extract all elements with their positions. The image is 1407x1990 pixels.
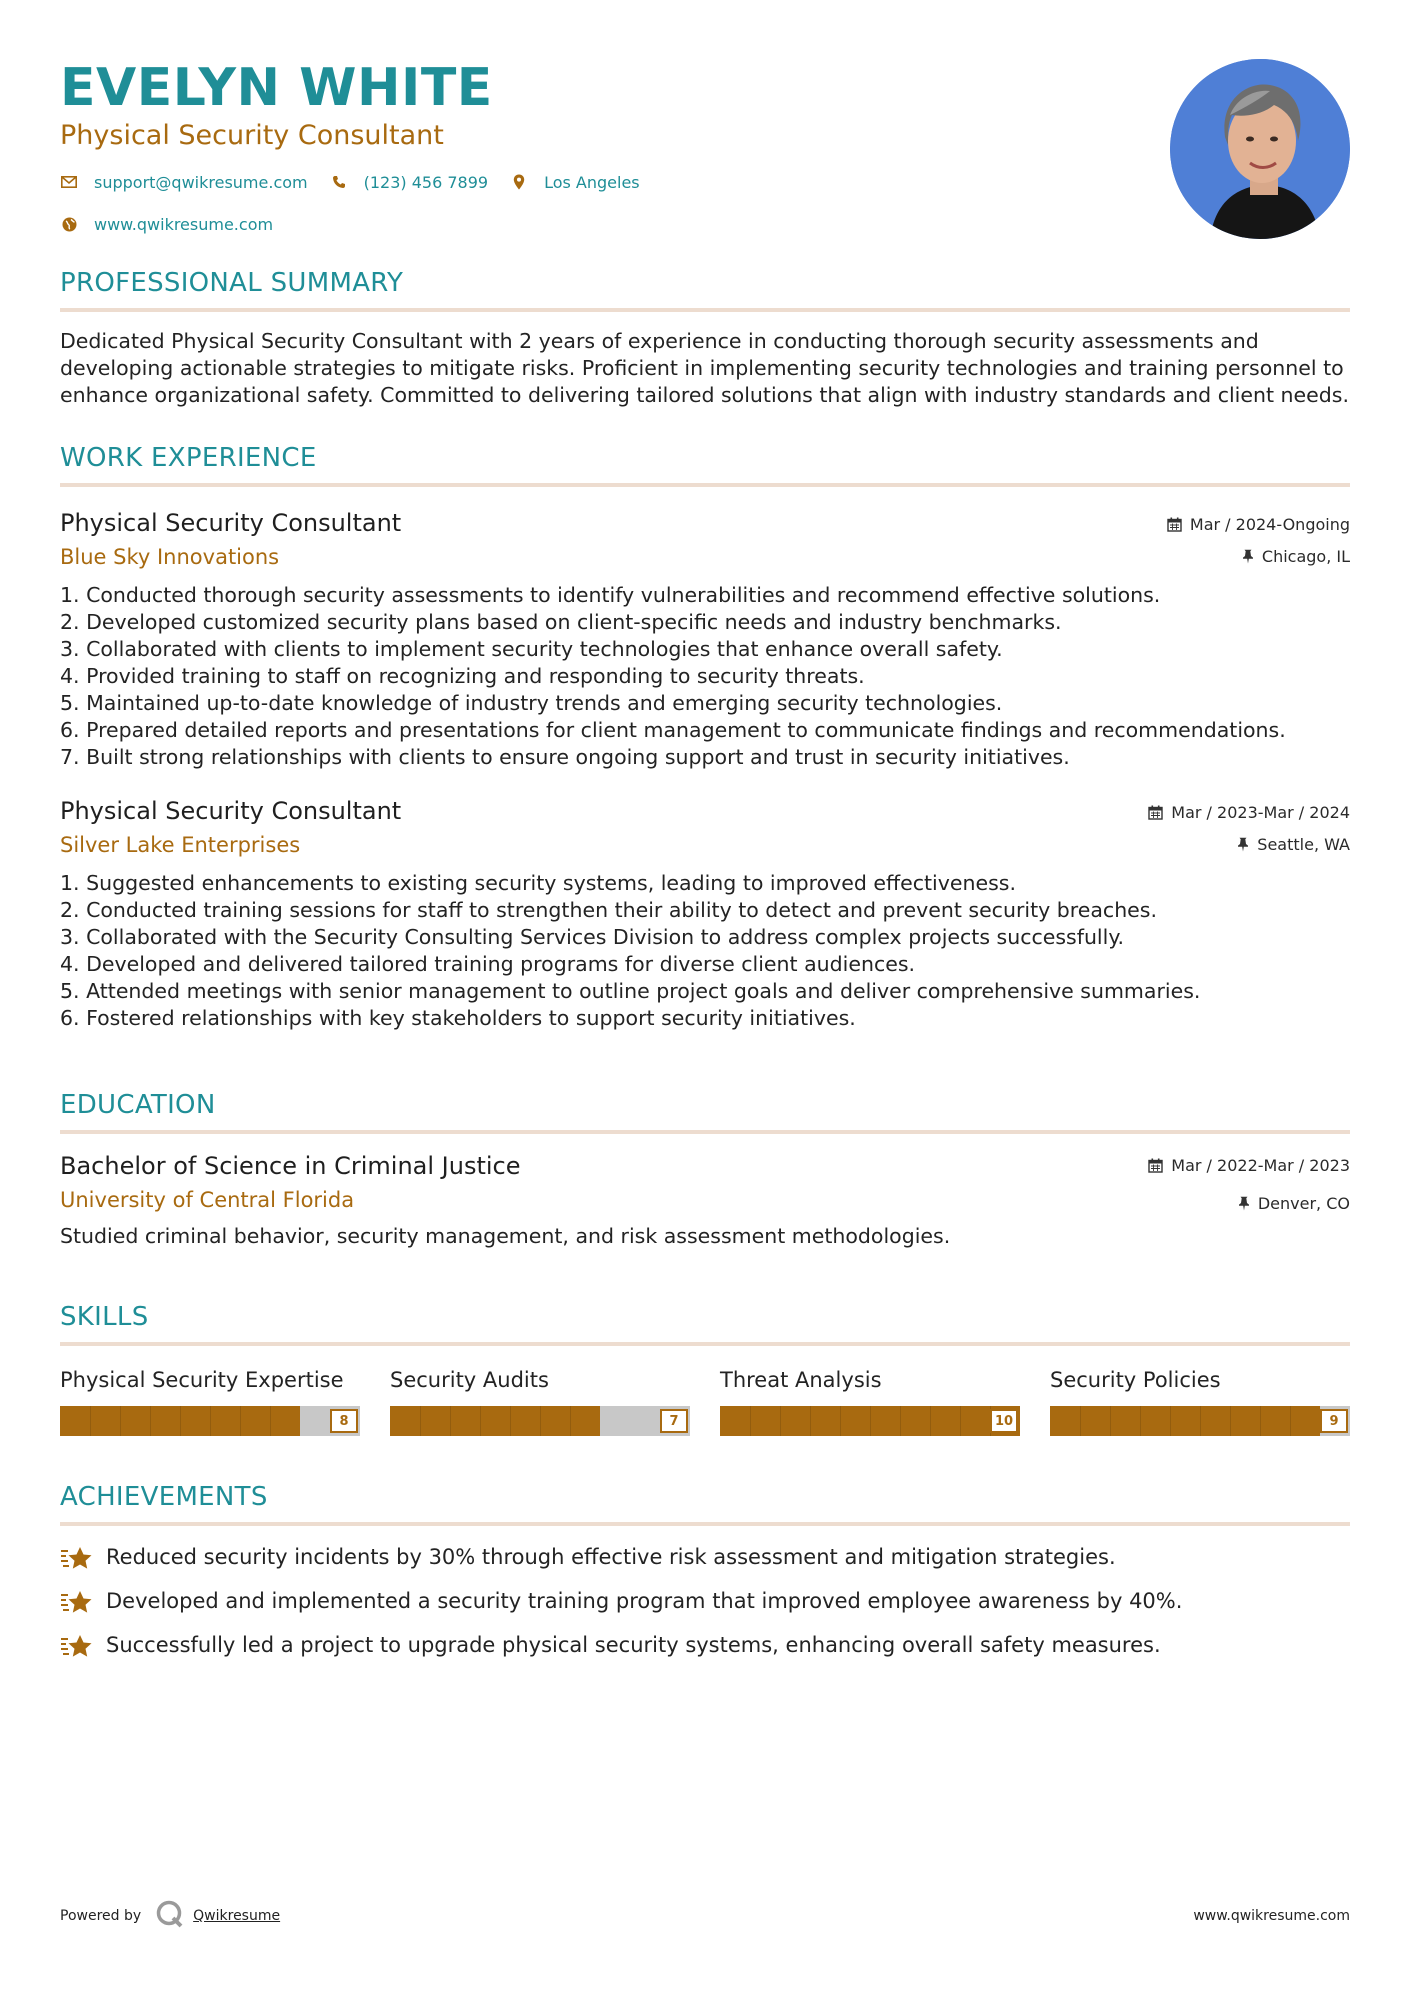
qwikresume-link[interactable]: Qwikresume xyxy=(193,1908,281,1924)
section-divider xyxy=(60,1130,1350,1134)
skill-bar xyxy=(720,1406,1020,1436)
bullet-item: 6. Prepared detailed reports and presentations for client management to communicate findings and recommendations. xyxy=(60,718,1286,742)
job-date: Mar / 2023-Mar / 2024 xyxy=(1148,801,1350,823)
pushpin-icon xyxy=(1238,1196,1250,1211)
bullet-item: 3. Collaborated with clients to implement security technologies that enhance overall safety. xyxy=(60,637,1003,661)
skill-bar-segment xyxy=(780,1406,781,1436)
achievement-text: Reduced security incidents by 30% through effective risk assessment and mitigation strategies. xyxy=(106,1545,1116,1569)
skill-item xyxy=(390,1366,690,1436)
job-location: Seattle, WA xyxy=(1148,833,1350,855)
header xyxy=(60,56,1350,236)
education-entry xyxy=(60,1150,1350,1250)
pushpin-icon xyxy=(1237,837,1249,852)
bullet-item: 5. Maintained up-to-date knowledge of industry trends and emerging security technologies. xyxy=(60,691,1003,715)
skill-bar-segment xyxy=(1170,1406,1171,1436)
achievement-item xyxy=(60,1544,1350,1571)
star-icon xyxy=(60,1633,94,1659)
bullet-item: 2. Developed customized security plans based on client-specific needs and industry benchmarks. xyxy=(60,610,1062,634)
website-text: www.qwikresume.com xyxy=(94,214,274,234)
contact-row-2 xyxy=(60,212,1350,236)
powered-by-label: Powered by xyxy=(60,1908,142,1924)
achievements-section xyxy=(60,1480,1350,1659)
skill-item xyxy=(720,1366,1020,1436)
bullet-item: 1. Suggested enhancements to existing security systems, leading to improved effectiveness. xyxy=(60,871,1016,895)
education-location: Denver, CO xyxy=(1148,1192,1350,1214)
skills-section xyxy=(60,1300,1350,1436)
section-divider xyxy=(60,483,1350,487)
education-date: Mar / 2022-Mar / 2023 xyxy=(1148,1154,1350,1176)
footer xyxy=(60,1896,1350,1936)
education-meta xyxy=(1148,1154,1350,1214)
bullet-item: 2. Conducted training sessions for staff to strengthen their ability to detect and prevent security breaches. xyxy=(60,898,1157,922)
skill-bar-segment xyxy=(90,1406,91,1436)
skill-bar xyxy=(390,1406,690,1436)
calendar-icon xyxy=(1148,1158,1163,1173)
job-title: Physical Security Consultant xyxy=(60,797,402,825)
skill-bar-segment xyxy=(1080,1406,1081,1436)
location-text: Los Angeles xyxy=(544,172,640,192)
job-company: Silver Lake Enterprises xyxy=(60,833,301,857)
bullet-item: 4. Developed and delivered tailored training programs for diverse client audiences. xyxy=(60,952,916,976)
skills-heading: SKILLS xyxy=(60,1302,149,1332)
footer-left xyxy=(60,1899,280,1933)
skill-bar-segment xyxy=(810,1406,811,1436)
skill-bar-segment xyxy=(240,1406,241,1436)
job-location: Chicago, IL xyxy=(1167,545,1350,567)
candidate-role: Physical Security Consultant xyxy=(60,120,444,151)
job-meta xyxy=(1167,513,1350,567)
skill-bar-segment xyxy=(1230,1406,1231,1436)
section-divider xyxy=(60,308,1350,312)
education-description: Studied criminal behavior, security management, and risk assessment methodologies. xyxy=(60,1224,951,1248)
skill-bar-segment xyxy=(870,1406,871,1436)
summary-heading: PROFESSIONAL SUMMARY xyxy=(60,268,404,298)
job-entry xyxy=(60,795,1350,1032)
skill-bar-segment xyxy=(480,1406,481,1436)
achievement-item xyxy=(60,1632,1350,1659)
contact-location xyxy=(510,173,640,192)
degree-title: Bachelor of Science in Criminal Justice xyxy=(60,1152,521,1180)
education-section xyxy=(60,1088,1350,1250)
candidate-name: EVELYN WHITE xyxy=(60,58,493,118)
skill-bar-segment xyxy=(180,1406,181,1436)
achievement-item xyxy=(60,1588,1350,1615)
section-divider xyxy=(60,1522,1350,1526)
skill-bar-segment xyxy=(420,1406,421,1436)
skill-item xyxy=(60,1366,360,1436)
skill-bar-segment xyxy=(1200,1406,1201,1436)
bullet-item: 6. Fostered relationships with key stakeholders to support security initiatives. xyxy=(60,1006,856,1030)
skill-bar-segment xyxy=(570,1406,571,1436)
contact-row xyxy=(60,170,1350,194)
contact-website[interactable] xyxy=(60,215,273,234)
skill-name: Physical Security Expertise xyxy=(60,1368,344,1392)
job-entry xyxy=(60,507,1350,771)
job-company: Blue Sky Innovations xyxy=(60,545,280,569)
skill-bar-segment xyxy=(840,1406,841,1436)
skill-bar-segment xyxy=(930,1406,931,1436)
bullet-item: 5. Attended meetings with senior management to outline project goals and deliver comprehensive summaries. xyxy=(60,979,1201,1003)
bullet-item: 4. Provided training to staff on recognizing and responding to security threats. xyxy=(60,664,865,688)
achievements-heading: ACHIEVEMENTS xyxy=(60,1482,268,1512)
summary-section xyxy=(60,266,1350,409)
school-name: University of Central Florida xyxy=(60,1188,355,1212)
job-bullets xyxy=(60,870,1350,1032)
skill-bar-segment xyxy=(1140,1406,1141,1436)
pushpin-icon xyxy=(1242,549,1254,564)
globe-icon xyxy=(60,215,78,233)
calendar-icon xyxy=(1148,805,1163,820)
skill-bar-segment xyxy=(540,1406,541,1436)
education-heading: EDUCATION xyxy=(60,1090,216,1120)
skill-bar-segment xyxy=(750,1406,751,1436)
skill-bar-segment xyxy=(1110,1406,1111,1436)
skill-name: Threat Analysis xyxy=(720,1368,882,1392)
skills-list xyxy=(60,1366,1350,1436)
experience-section xyxy=(60,441,1350,1032)
section-divider xyxy=(60,1342,1350,1346)
skill-bar-fill xyxy=(390,1406,600,1436)
email-text: support@qwikresume.com xyxy=(94,172,308,192)
job-title: Physical Security Consultant xyxy=(60,509,402,537)
achievement-text: Successfully led a project to upgrade physical security systems, enhancing overall safety measures. xyxy=(106,1633,1161,1657)
job-date: Mar / 2024-Ongoing xyxy=(1167,513,1350,535)
star-icon xyxy=(60,1589,94,1615)
skill-level-badge: 7 xyxy=(660,1409,688,1433)
bullet-item: 3. Collaborated with the Security Consulting Services Division to address complex projects successfully. xyxy=(60,925,1125,949)
skill-bar-segment xyxy=(960,1406,961,1436)
skill-bar-segment xyxy=(120,1406,121,1436)
skill-item xyxy=(1050,1366,1350,1436)
skill-bar-fill xyxy=(1050,1406,1320,1436)
skill-name: Security Audits xyxy=(390,1368,549,1392)
qwikresume-logo-icon xyxy=(155,1899,185,1933)
phone-icon xyxy=(330,173,348,191)
achievement-text: Developed and implemented a security training program that improved employee awareness by 40%. xyxy=(106,1589,1183,1613)
skill-bar xyxy=(1050,1406,1350,1436)
skill-bar-segment xyxy=(150,1406,151,1436)
map-pin-icon xyxy=(510,173,528,191)
bullet-item: 1. Conducted thorough security assessments to identify vulnerabilities and recommend effective solutions. xyxy=(60,583,1161,607)
skill-bar-segment xyxy=(450,1406,451,1436)
skill-bar-segment xyxy=(270,1406,271,1436)
star-icon xyxy=(60,1545,94,1571)
skill-bar-segment xyxy=(210,1406,211,1436)
calendar-icon xyxy=(1167,517,1182,532)
skill-bar-segment xyxy=(510,1406,511,1436)
skill-level-badge: 10 xyxy=(990,1409,1018,1433)
skill-level-badge: 8 xyxy=(330,1409,358,1433)
skill-bar xyxy=(60,1406,360,1436)
resume-content xyxy=(60,56,1350,1659)
contact-phone[interactable] xyxy=(330,173,488,192)
phone-text: (123) 456 7899 xyxy=(363,172,489,192)
profile-photo xyxy=(1170,59,1350,239)
bullet-item: 7. Built strong relationships with clients to ensure ongoing support and trust in security initiatives. xyxy=(60,745,1070,769)
job-meta xyxy=(1148,801,1350,855)
footer-website[interactable]: www.qwikresume.com xyxy=(1193,1908,1350,1924)
job-bullets xyxy=(60,582,1350,771)
experience-heading: WORK EXPERIENCE xyxy=(60,443,317,473)
skill-bar-segment xyxy=(900,1406,901,1436)
skill-bar-segment xyxy=(1260,1406,1261,1436)
envelope-icon xyxy=(60,173,78,191)
skill-level-badge: 9 xyxy=(1320,1409,1348,1433)
skill-name: Security Policies xyxy=(1050,1368,1221,1392)
summary-text: Dedicated Physical Security Consultant with 2 years of experience in conducting thorough security assessments and developing actionable strategies to mitigate risks. Proficient in implementing security technologies and training personnel to enhance organizational safety. Committed to delivering tailored solutions that align with industry standards and client needs. xyxy=(60,329,1349,407)
contact-email[interactable] xyxy=(60,173,308,192)
skill-bar-segment xyxy=(1290,1406,1291,1436)
